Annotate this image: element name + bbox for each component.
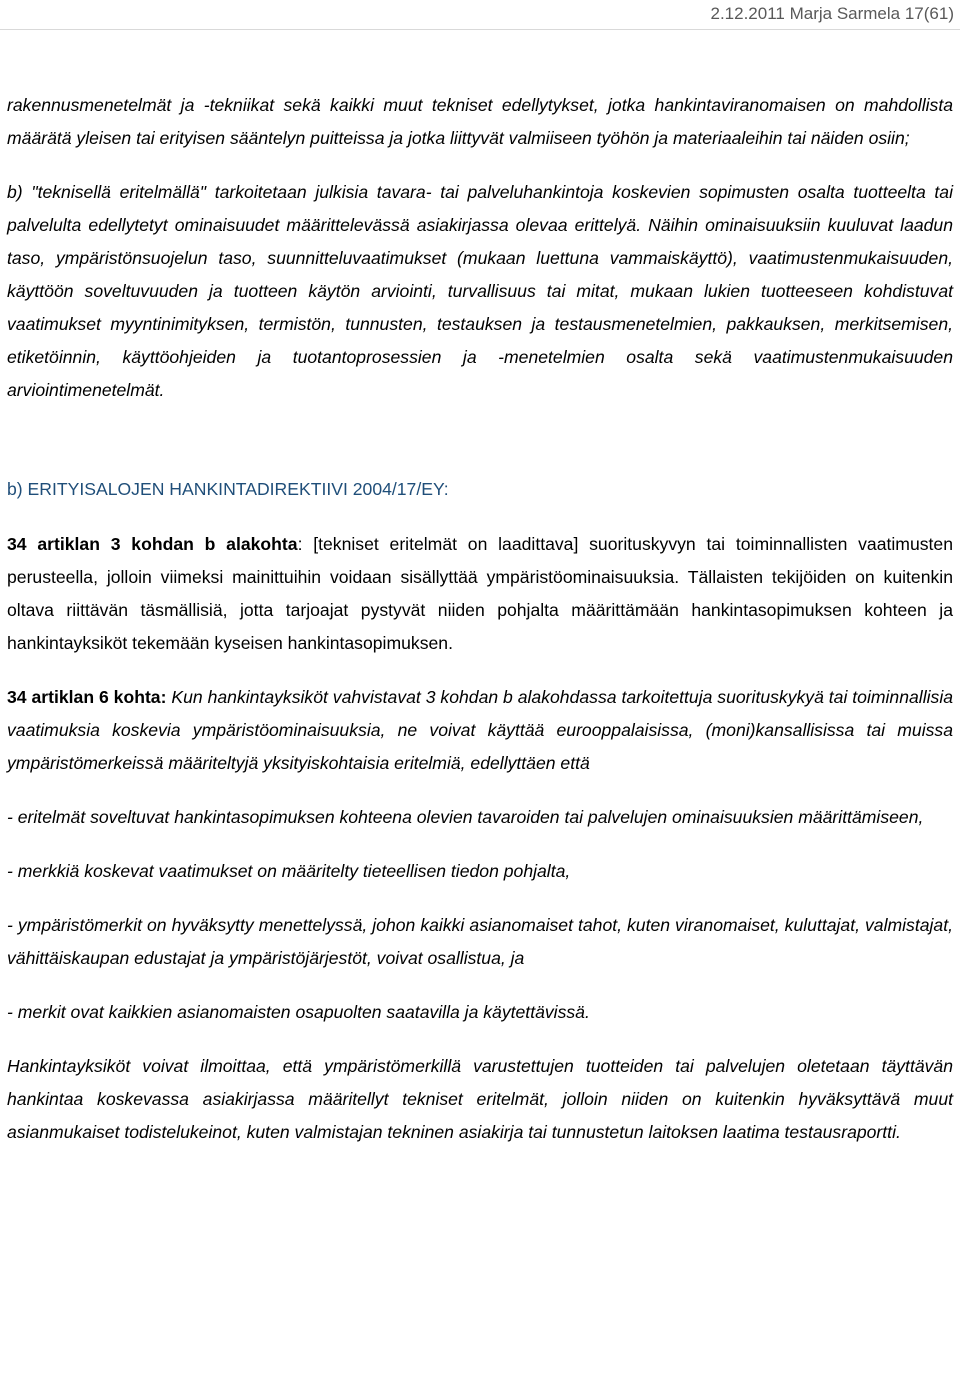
list-item-scientific-basis: - merkkiä koskevat vaatimukset on määritelty tieteellisen tiedon pohjalta,	[7, 861, 571, 881]
paragraph-contracting-entities-notice: Hankintayksiköt voivat ilmoittaa, että ympäristömerkillä varustettujen tuotteiden tai palvelujen oletetaan täyttävän hankintaa koskevassa asiakirjassa määritellyt tekniset eritelmät, jolloin niiden on kuitenkin hyväksyttävä muut asianmukaiset todistelukeinot, kuten valmistajan tekninen asiakirja tai tunnustetun laitoksen laatima testausraportti.	[7, 1056, 953, 1142]
page-header	[0, 0, 960, 30]
list-item-specifications-suitable: - eritelmät soveltuvat hankintasopimuksen kohteena olevien tavaroiden tai palvelujen ominaisuuksien määrittämiseen,	[7, 807, 924, 827]
section-heading-directive: b) ERITYISALOJEN HANKINTADIREKTIIVI 2004/17/EY:	[7, 479, 449, 499]
list-item-labels-available: - merkit ovat kaikkien asianomaisten osapuolten saatavilla ja käytettävissä.	[7, 1002, 590, 1022]
header-date-author-page: 2.12.2011 Marja Sarmela 17(61)	[710, 4, 954, 23]
paragraph-technical-specification-definition: b) "teknisellä eritelmällä" tarkoitetaan julkisia tavara- tai palveluhankintoja koskevien sopimusten osalta tuotteelta tai palvelulta edellytetyt ominaisuudet määrittelevässä asiakirjassa olevaa erittelyä. Näihin ominaisuuksiin kuuluvat laadun taso, ympäristönsuojelun taso, suunnitteluvaatimukset (mukaan luettuna vammaiskäyttö), vaatimustenmukaisuuden, käyttöön soveltuvuuden ja tuotteen käytön arviointi, turvallisuus tai mitat, mukaan lukien tuotteeseen kohdistuvat vaatimukset myyntinimityksen, termistön, tunnusten, testauksen ja testausmenetelmien, pakkauksen, merkitsemisen, etiketöinnin, käyttöohjeiden ja tuotantoprosessien ja -menetelmien osalta sekä vaatimustenmukaisuuden arviointimenetelmät.	[7, 182, 953, 400]
article-34-3b-text: : [tekniset eritelmät on laadittava] suorituskyvyn tai toiminnallisten vaatimusten perusteella, jolloin viimeksi mainittuihin voidaan sisällyttää ympäristöominaisuuksia. Tällaisten tekijöiden on kuitenkin oltava riittävän täsmällisiä, jotta tarjoajat pystyvät niiden pohjalta määrittämään hankintasopimuksen kohteen ja hankintayksiköt tekemään kyseisen hankintasopimuksen.	[7, 534, 953, 653]
paragraph-construction-methods: rakennusmenetelmät ja -tekniikat sekä kaikki muut tekniset edellytykset, jotka hankintaviranomaisen on mahdollista määrätä yleisen tai erityisen sääntelyn puitteissa ja jotka liittyvät valmiiseen työhön ja materiaaleihin tai näiden osiin;	[7, 95, 953, 148]
paragraph-article-34-6	[7, 681, 953, 780]
list-item-ecolabel-procedure: - ympäristömerkit on hyväksytty menettelyssä, johon kaikki asianomaiset tahot, kuten viranomaiset, kuluttajat, valmistajat, vähittäiskaupan edustajat ja ympäristöjärjestöt, voivat osallistua, ja	[7, 915, 953, 968]
article-34-6-text: Kun hankintayksiköt vahvistavat 3 kohdan b alakohdassa tarkoitettuja suorituskykyä tai toiminnallisia vaatimuksia koskevia ympäristöominaisuuksia, ne voivat käyttää eurooppalaisissa, (moni)kansallisissa tai muissa ympäristömerkeissä määriteltyjä yksityiskohtaisia eritelmiä, edellyttäen että	[7, 687, 954, 773]
paragraph-article-34-3b	[7, 528, 953, 660]
article-reference-34-3b: 34 artiklan 3 kohdan b alakohta	[7, 534, 298, 554]
document-body	[7, 89, 953, 1149]
article-reference-34-6: 34 artiklan 6 kohta:	[7, 687, 167, 707]
